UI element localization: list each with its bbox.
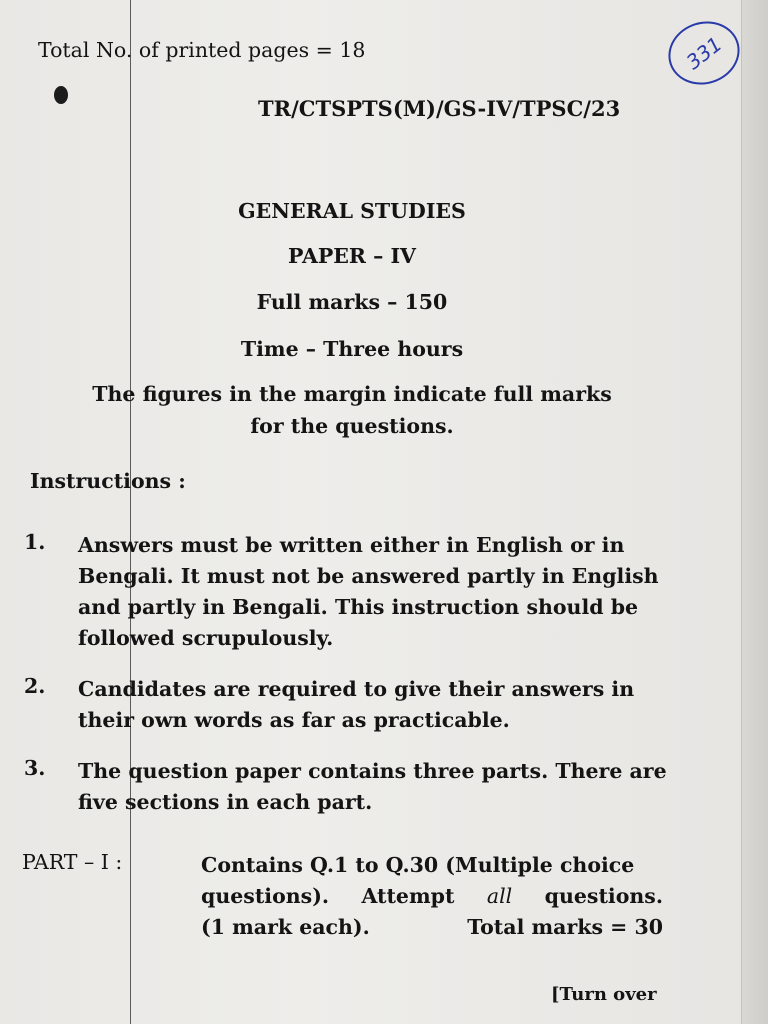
instruction-item-3 — [78, 756, 678, 818]
instruction-line: The question paper contains three parts. There are — [78, 759, 667, 783]
margin-note-line-2: for the questions. — [250, 414, 454, 438]
instruction-number: 1. — [24, 530, 46, 554]
part-1-emphasis: all — [486, 884, 513, 908]
part-1-line-3 — [201, 912, 663, 943]
part-1-line-2 — [201, 881, 663, 912]
paper-code: TR/CTSPTS(M)/GS-IV/TPSC/23 — [258, 96, 621, 121]
part-1-text: questions. — [544, 884, 663, 908]
instruction-line: their own words as far as practicable. — [78, 708, 510, 732]
margin-note-line-1: The figures in the margin indicate full marks — [92, 382, 612, 406]
part-1-line-1: Contains Q.1 to Q.30 (Multiple choice — [201, 853, 635, 877]
full-marks: Full marks – 150 — [256, 290, 448, 314]
instruction-line: Candidates are required to give their answers in — [78, 677, 635, 701]
total-pages: Total No. of printed pages = 18 — [38, 38, 366, 62]
part-1-description — [201, 850, 663, 943]
instruction-number: 2. — [24, 674, 46, 698]
part-1-text: questions). — [201, 884, 330, 908]
instruction-item-1 — [78, 530, 678, 654]
instruction-line: followed scrupulously. — [78, 626, 334, 650]
page-edge — [741, 0, 768, 1024]
paper-title: PAPER – IV — [288, 244, 416, 268]
fold-line — [130, 0, 131, 1024]
subject-title: GENERAL STUDIES — [238, 199, 466, 223]
turn-over-note: [Turn over — [551, 984, 657, 1005]
instruction-item-2 — [78, 674, 678, 736]
stamp-number: 331 — [681, 31, 727, 75]
instructions-heading: Instructions : — [30, 469, 186, 493]
part-1-label: PART – I : — [22, 850, 123, 874]
instruction-number: 3. — [24, 756, 46, 780]
part-1-total-marks: Total marks = 30 — [467, 915, 663, 939]
instruction-line: five sections in each part. — [78, 790, 373, 814]
part-1-text: Attempt — [361, 884, 455, 908]
part-1-text: (1 mark each). — [201, 915, 370, 939]
page-number-stamp — [660, 12, 748, 93]
time-allowed: Time – Three hours — [240, 337, 464, 361]
instruction-line: Answers must be written either in English or in — [78, 533, 625, 557]
instruction-line: Bengali. It must not be answered partly in English — [78, 564, 659, 588]
punch-hole — [54, 86, 68, 104]
instruction-line: and partly in Bengali. This instruction should be — [78, 595, 639, 619]
